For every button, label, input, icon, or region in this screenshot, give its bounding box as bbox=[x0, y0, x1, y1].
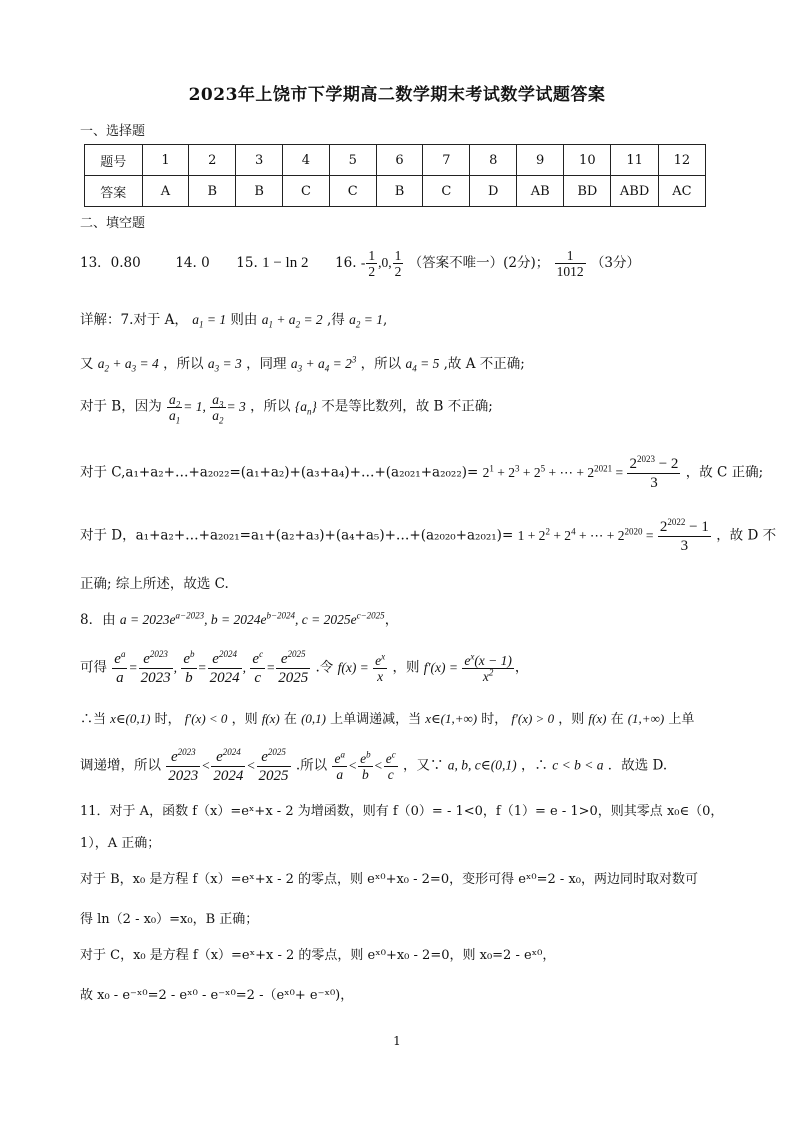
table-cell: ABD bbox=[611, 176, 658, 207]
text: ,得 bbox=[326, 312, 345, 328]
formula: $a_1 = 1$ bbox=[192, 312, 227, 330]
page-number: 1 bbox=[393, 1034, 401, 1048]
explain-line-10 bbox=[80, 748, 667, 785]
formula: $a_2 = 1$ bbox=[349, 312, 383, 330]
text: 8．由 bbox=[80, 612, 116, 628]
table-cell: 10 bbox=[564, 145, 611, 176]
formula: c < b < a bbox=[552, 757, 604, 773]
table-cell: 1 bbox=[142, 145, 189, 176]
text: ，所以 bbox=[360, 356, 402, 372]
answer-14: 14. 0 bbox=[175, 255, 210, 271]
text: 上单 bbox=[668, 712, 695, 727]
formula: (0,1) bbox=[301, 711, 326, 726]
explain-line-7: 8．由 $a = 2023e^{a-2023}$, $b = 2024e^{b-2024}$, $c = 2025e^{c-2025}$， bbox=[80, 610, 399, 628]
table-cell: 6 bbox=[376, 145, 423, 176]
formula: $a_3 + a_4 = 2^3$ bbox=[290, 354, 357, 374]
formula: x∈(1,+∞) bbox=[425, 711, 478, 726]
text: 又 bbox=[80, 356, 94, 372]
explain-line-6: 正确; 综上所述，故选 C. bbox=[80, 576, 229, 592]
table-cell: 11 bbox=[611, 145, 658, 176]
table-row-answers bbox=[85, 176, 706, 207]
formula: $\{a_n\}$ bbox=[294, 398, 317, 417]
table-header-cell: 答案 bbox=[85, 176, 143, 207]
text: .令 bbox=[315, 659, 334, 676]
formula: f(x) = $\frac{e^x}{x}$ bbox=[337, 651, 386, 684]
table-cell: BD bbox=[564, 176, 611, 207]
text: ，则 bbox=[231, 712, 258, 727]
text: 不是等比数列，故 B 不正确; bbox=[321, 398, 493, 415]
explain-line-2 bbox=[80, 352, 525, 372]
answer-16-score: （3分） bbox=[590, 255, 640, 271]
table-cell: 2 bbox=[189, 145, 236, 176]
page-title: 2023年上饶市下学期高二数学期末考试数学试题答案 bbox=[188, 85, 606, 105]
text: ，同理 bbox=[246, 356, 287, 372]
answer-table bbox=[84, 144, 706, 207]
text: 对于 C,a₁+a₂+…+a₂₀₂₂=(a₁+a₂)+(a₃+a₄)+…+(a₂₀₂₁+a₂₀₂₂)= bbox=[80, 464, 479, 481]
formula: $a_1 + a_2 = 2$ bbox=[261, 312, 323, 330]
explain-line-12: 1），A 正确； bbox=[80, 836, 161, 851]
formula: f(x) bbox=[588, 711, 607, 726]
table-cell: AC bbox=[658, 176, 705, 207]
table-row-numbers bbox=[85, 145, 706, 176]
text: ,故 A 不正确; bbox=[443, 356, 525, 372]
explain-line-4 bbox=[80, 455, 763, 492]
table-cell: 4 bbox=[283, 145, 330, 176]
explain-line-16: 故 x₀ - e⁻ˣ⁰=2 - eˣ⁰ - e⁻ˣ⁰=2 -（eˣ⁰+ e⁻ˣ⁰)， bbox=[80, 988, 354, 1003]
explain-line-1: 详解：7.对于 A， $a_1 = 1$ 则由 $a_1 + a_2 = 2$ ,得 $a_2 = 1$, bbox=[80, 312, 388, 330]
explain-line-14: 得 ln（2 - x₀）=x₀，B 正确； bbox=[80, 912, 259, 927]
explain-line-3 bbox=[80, 392, 493, 426]
formula: f′(x) = $\frac{e^x(x - 1)}{x^2}$ bbox=[423, 651, 512, 684]
text: 详解：7.对于 A， bbox=[80, 312, 188, 328]
answer-16-values: - $\frac{1}{2}$ ,0, $\frac{1}{2}$ bbox=[360, 248, 402, 280]
fill-answers-line bbox=[80, 248, 640, 279]
formula: $a_3 = 3$ bbox=[207, 356, 242, 374]
formula: $1 + 2^2 + 2^4$ + ⋯ + $2^{2020}$ = $\frac{2^{2022} - 1}{3}$ bbox=[517, 517, 709, 554]
text: 对于 B，因为 bbox=[80, 398, 162, 415]
table-cell: C bbox=[423, 176, 470, 207]
text: ，∴ bbox=[520, 757, 548, 774]
text: ，故 D 不 bbox=[716, 527, 777, 544]
table-cell: 9 bbox=[517, 145, 564, 176]
text: 在 bbox=[283, 712, 297, 727]
text: 则由 bbox=[230, 312, 258, 328]
answer-15-label: 15. bbox=[236, 255, 258, 271]
text: .所以 bbox=[295, 757, 328, 774]
explain-line-9 bbox=[80, 708, 694, 727]
text: ，则 bbox=[558, 712, 585, 727]
table-cell: 5 bbox=[329, 145, 376, 176]
text: ，又∵ bbox=[402, 757, 444, 774]
text: ，所以 bbox=[163, 356, 204, 372]
text: 可得 bbox=[80, 659, 107, 676]
explain-line-11: 11．对于 A，函数 f（x）=eˣ+x - 2 为增函数，则有 f（0）= - 1<0，f（1）= e - 1>0，则其零点 x₀∈（0， bbox=[80, 804, 724, 819]
formula: $a_2 + a_3 = 4$ bbox=[97, 356, 159, 374]
table-cell: B bbox=[189, 176, 236, 207]
text: 在 bbox=[610, 712, 624, 727]
section-fill-heading: 二、填空题 bbox=[80, 216, 146, 231]
formula: f′(x) < 0 bbox=[184, 711, 228, 726]
answer-16-second: $\frac{1}{1012}$ bbox=[556, 248, 584, 279]
formula: $2^1 + 2^3 + 2^5$ + ⋯ + $2^{2021}$ = $\frac{2^{2023} - 2}{3}$ bbox=[482, 454, 679, 491]
text: ，所以 bbox=[250, 398, 291, 415]
formula: $\frac{e^a}{a}$ = $\frac{e^{2023}}{2023}$ , $\frac{e^b}{b}$ = $\frac{e^{2024}}{2024}$ , $\frac{e^c}{c}$ = $\frac{e^{2025}}{2025}$ bbox=[114, 649, 309, 686]
explain-line-5 bbox=[80, 518, 776, 555]
text: ，故 C 正确; bbox=[685, 464, 764, 481]
text: 对于 D，a₁+a₂+…+a₂₀₂₁=a₁+(a₂+a₃)+(a₄+a₅)+…+(a₂₀₂₀+a₂₀₂₁)= bbox=[80, 527, 514, 544]
table-header-cell: 题号 bbox=[85, 145, 143, 176]
answer-15: 1 − ln 2 bbox=[262, 255, 309, 271]
table-cell: 7 bbox=[423, 145, 470, 176]
table-cell: B bbox=[236, 176, 283, 207]
formula: $a_4 = 5$ bbox=[405, 356, 440, 374]
formula: $\frac{e^{2023}}{2023}$ < $\frac{e^{2024}}{2024}$ < $\frac{e^{2025}}{2025}$ bbox=[168, 747, 289, 784]
formula: $\frac{e^a}{a}$ < $\frac{e^b}{b}$ < $\frac{e^c}{c}$ bbox=[334, 749, 396, 782]
text: 时， bbox=[154, 712, 181, 727]
formula: $a = 2023e^{a-2023}$, $b = 2024e^{b-2024}$, $c = 2025e^{c-2025}$ bbox=[119, 610, 385, 627]
answer-16-label: 16. bbox=[335, 255, 357, 271]
explain-line-15: 对于 C，x₀ 是方程 f（x）=eˣ+x - 2 的零点，则 eˣ⁰+x₀ - 2=0，则 x₀=2 - eˣ⁰， bbox=[80, 948, 556, 963]
formula: x∈(0,1) bbox=[110, 711, 151, 726]
formula: f′(x) > 0 bbox=[511, 711, 555, 726]
text: 上单调递减，当 bbox=[330, 712, 422, 727]
table-cell: C bbox=[283, 176, 330, 207]
explain-line-8: 可得 $\frac{e^a}{a}$ = $\frac{e^{2023}}{2023}$ , $\frac{e^b}{b}$ = $\frac{e^{2024}}{2024}$ , $\frac{e^c}{c}$ = $\frac{e^{2025}}{2025}$ .令 f(x) = $\frac{e^x}{x}$ ，则 f′(x) = $\frac{e^x(x - 1)}{x^2}$ ， bbox=[80, 649, 529, 686]
formula: $\frac{a_2}{a_1}$ = 1, $\frac{a_3}{a_2}$ = 3 bbox=[169, 392, 246, 426]
table-cell: D bbox=[470, 176, 517, 207]
text: ∴当 bbox=[80, 712, 107, 727]
text: ，则 bbox=[392, 659, 420, 676]
formula: (1,+∞) bbox=[627, 711, 665, 726]
formula: a, b, c∈(0,1) bbox=[447, 757, 517, 773]
table-cell: 3 bbox=[236, 145, 283, 176]
table-cell: B bbox=[376, 176, 423, 207]
table-cell: 12 bbox=[658, 145, 705, 176]
table-cell: 8 bbox=[470, 145, 517, 176]
table-cell: A bbox=[142, 176, 189, 207]
answer-13: 13．0.80 bbox=[80, 255, 141, 271]
text: 时， bbox=[481, 712, 508, 727]
text: 调递增，所以 bbox=[80, 757, 161, 774]
table-cell: AB bbox=[517, 176, 564, 207]
section-choice-heading: 一、选择题 bbox=[80, 124, 146, 139]
answer-16-note: （答案不唯一）(2分)； bbox=[408, 255, 550, 271]
explain-line-13: 对于 B，x₀ 是方程 f（x）=eˣ+x - 2 的零点，则 eˣ⁰+x₀ - 2=0，变形可得 eˣ⁰=2 - x₀，两边同时取对数可 bbox=[80, 872, 699, 887]
text: ．故选 D. bbox=[607, 757, 668, 774]
formula: f(x) bbox=[261, 711, 280, 726]
table-cell: C bbox=[329, 176, 376, 207]
